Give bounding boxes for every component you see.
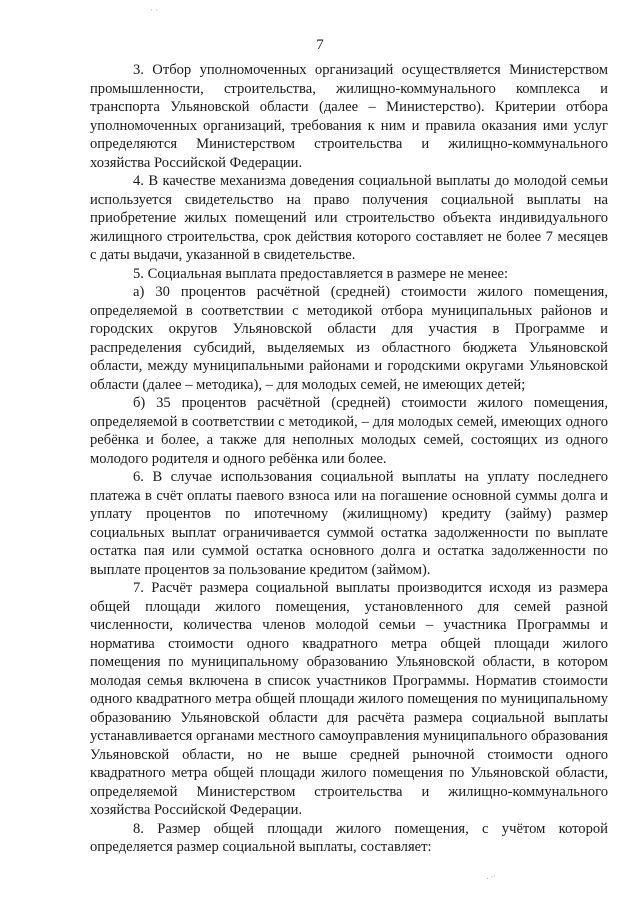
paragraph-4: 4. В качестве механизма доведения социальной выплаты до молодой семьи используется свидетельство на право получения социальной выплаты на приобретение жилых помещений или строительство объекта индивидуального жилищного строительства, срок действия которого составляет не более 7 месяцев с даты выдачи, указанной в свидетельстве. <box>90 173 608 263</box>
paragraph-8: 8. Размер общей площади жилого помещения, с учётом которой определяется размер социальной выплаты, составляет: <box>90 820 608 855</box>
paragraph-5a: а) 30 процентов расчётной (средней) стоимости жилого помещения, определяемой в соответствии с методикой отбора муниципальных районов и городских округов Ульяновской области для участия в Программе и распределения субсидий, выделяемых из областного бюджета Ульяновской области, между муниципальными районами и городскими округами Ульяновской области (далее – методика), – для молодых семей, не имеющих детей; <box>90 284 608 393</box>
scan-speck: · · <box>150 5 159 15</box>
paragraph-5: 5. Социальная выплата предоставляется в размере не менее: <box>133 265 509 282</box>
paragraph-6: 6. В случае использования социальной выплаты на уплату последнего платежа в счёт оплаты паевого взноса или на погашение основной суммы долга и уплату процентов по ипотечному (жилищному) кредиту (займу) размер социальных выплат ограничивается суммой остатка задолженности по выплате остатка пая или суммой остатка основного долга и остатка задолженности по выплате процентов за пользование кредитом (займом). <box>90 469 608 578</box>
scan-speck: ⸳ ⸳⸳ <box>484 869 497 883</box>
page-number: 7 <box>316 37 324 53</box>
paragraph-5b: б) 35 процентов расчётной (средней) стоимости жилого помещения, определяемой в соответствии с методикой, – для молодых семей, имеющих одного ребёнка и более, а также для неполных молодых семей, состоящих из одного молодого родителя и одного ребёнка или более. <box>90 395 608 467</box>
paragraph-7: 7. Расчёт размера социальной выплаты производится исходя из размера общей площади жилого помещения, установленного для семей разной численности, количества членов молодой семьи – участника Программы и норматива стоимости одного квадратного метра общей площади жилого помещения по муниципальному образованию Ульяновской области, в котором молодая семья включена в список участников Программы. Норматив стоимости одного квадратного метра общей площади жилого помещения по муниципальному образованию Ульяновской области для расчёта размера социальной выплаты устанавливается органами местного самоуправления муниципального образования Ульяновской области, но не выше средней рыночной стоимости одного квадратного метра общей площади жилого помещения по Ульяновской области, определяемой Министерством строительства и жилищно-коммунального хозяйства Российской Федерации. <box>90 580 608 818</box>
paragraph-3: 3. Отбор уполномоченных организаций осуществляется Министерством промышленности, строительства, жилищно-коммунального комплекса и транспорта Ульяновской области (далее – Министерство). Критерии отбора уполномоченных организаций, требования к ним и правила оказания ими услуг определяются Министерством строительства и жилищно-коммунального хозяйства Российской Федерации. <box>90 62 608 171</box>
document-body <box>90 61 608 857</box>
